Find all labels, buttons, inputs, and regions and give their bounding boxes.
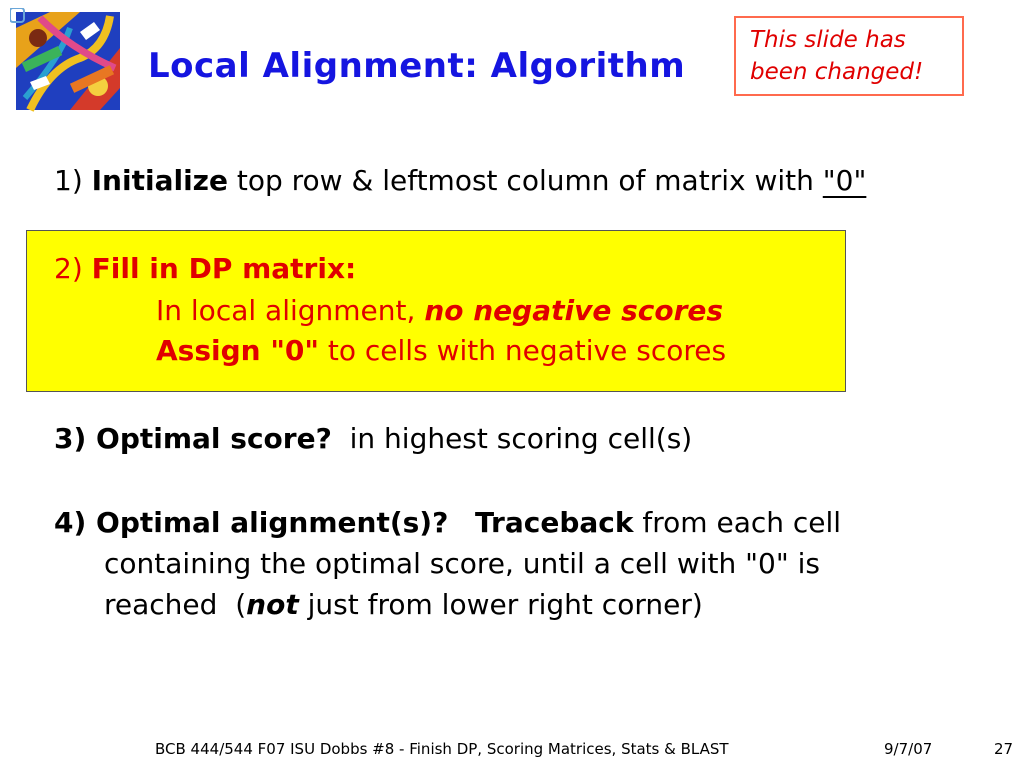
footer-course: BCB 444/544 F07 ISU Dobbs #8 - Finish DP, Scoring Matrices, Stats & BLAST xyxy=(155,740,729,758)
step-1-keyword: Initialize xyxy=(91,164,228,197)
step-4-line-3-pre: reached ( xyxy=(104,588,247,621)
changed-note-box xyxy=(734,16,964,96)
step-3-text: in highest scoring cell(s) xyxy=(331,422,693,455)
step-2-line-2-text: In local alignment, xyxy=(156,294,425,327)
step-2-heading xyxy=(54,251,356,287)
footer-date: 9/7/07 xyxy=(884,740,933,758)
slide-number: 27 xyxy=(994,740,1014,758)
step-4-line-1 xyxy=(54,505,841,541)
step-4-keyword: 4) Optimal alignment(s)? xyxy=(54,506,449,539)
step-1-text: top row & leftmost column of matrix with xyxy=(227,164,823,197)
step-3-keyword: 3) Optimal score? xyxy=(54,422,332,455)
step-2-assign-zero: Assign "0" xyxy=(156,334,319,367)
slide-title: Local Alignment: Algorithm xyxy=(148,46,686,86)
step-1 xyxy=(54,163,866,199)
step-2-number: 2) xyxy=(54,252,92,285)
step-4-line-3 xyxy=(104,587,703,623)
dna-clipart-icon xyxy=(10,8,126,114)
step-2-line-3 xyxy=(156,333,726,369)
step-2-line-2 xyxy=(156,293,723,329)
step-2-line-3-text: to cells with negative scores xyxy=(318,334,727,367)
step-4-line-2: containing the optimal score, until a cell with "0" is xyxy=(104,547,821,580)
step-4-not: not xyxy=(246,588,299,621)
dna-clipart-logo xyxy=(10,8,126,114)
step-4-text: from each cell xyxy=(633,506,842,539)
step-4-line-3-post: just from lower right corner) xyxy=(298,588,703,621)
step-4-gap xyxy=(448,506,475,539)
note-line-2: been changed! xyxy=(750,59,924,85)
step-2-no-negative: no negative scores xyxy=(424,294,724,327)
step-3 xyxy=(54,421,692,457)
step-1-zero: "0" xyxy=(822,164,867,197)
step-1-number: 1) xyxy=(54,164,92,197)
step-4-traceback: Traceback xyxy=(475,506,634,539)
step-2-keyword: Fill in DP matrix: xyxy=(91,252,357,285)
note-line-1: This slide has xyxy=(750,27,906,53)
